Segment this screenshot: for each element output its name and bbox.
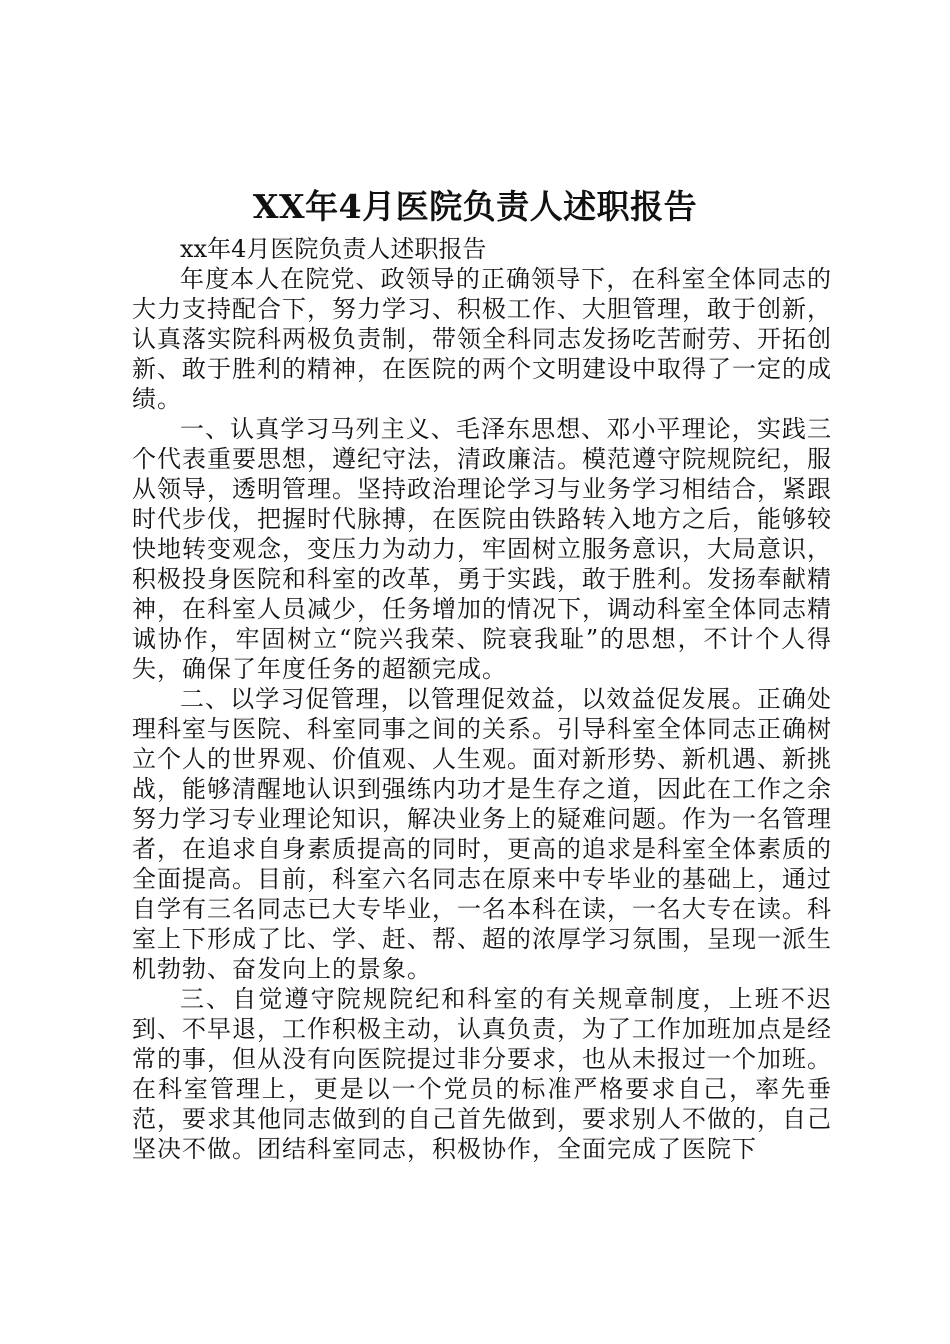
paragraph-section-2: 二、以学习促管理，以管理促效益，以效益促发展。正确处理科室与医院、科室同事之间的关系。引导科室全体同志正确树立个人的世界观、价值观、人生观。面对新形势、新机遇、新挑战，能够清醒地认识到强练内功才是生存之道，因此在工作之余努力学习专业理论知识，解决业务上的疑难问题。作为一名管理者，在追求自身素质提高的同时，更高的追求是科室全体素质的全面提高。目前，科室六名同志在原来中专毕业的基础上，通过自学有三名同志已大专毕业，一名本科在读，一名大专在读。科室上下形成了比、学、赶、帮、超的浓厚学习氛围，呈现一派生机勃勃、奋发向上的景象。 [132,685,832,983]
document-subtitle: xx年4月医院负责人述职报告 [180,235,487,263]
document-title: XX年4月医院负责人述职报告 [252,187,698,226]
document-body [132,234,832,1164]
paragraph-section-3: 三、自觉遵守院规院纪和科室的有关规章制度，上班不迟到、不早退，工作积极主动，认真负责，为了工作加班加点是经常的事，但从没有向医院提过非分要求，也从未报过一个加班。在科室管理上，更是以一个党员的标准严格要求自己，率先垂范，要求其他同志做到的自己首先做到，要求别人不做的，自己坚决不做。团结科室同志，积极协作，全面完成了医院下 [132,985,832,1163]
paragraph-section-1: 一、认真学习马列主义、毛泽东思想、邓小平理论，实践三个代表重要思想，遵纪守法，清政廉洁。模范遵守院规院纪，服从领导，透明管理。坚持政治理论学习与业务学习相结合，紧跟时代步伐，把握时代脉搏，在医院由铁路转入地方之后，能够较快地转变观念，变压力为动力，牢固树立服务意识，大局意识，积极投身医院和科室的改革，勇于实践，敢于胜利。发扬奉献精神，在科室人员减少，任务增加的情况下，调动科室全体同志精诚协作，牢固树立“院兴我荣、院衰我耻”的思想，不计个人得失，确保了年度任务的超额完成。 [132,415,832,683]
paragraph-intro: 年度本人在院党、政领导的正确领导下，在科室全体同志的大力支持配合下，努力学习、积极工作、大胆管理，敢于创新，认真落实院科两极负责制，带领全科同志发扬吃苦耐劳、开拓创新、敢于胜利的精神，在医院的两个文明建设中取得了一定的成绩。 [132,265,832,413]
